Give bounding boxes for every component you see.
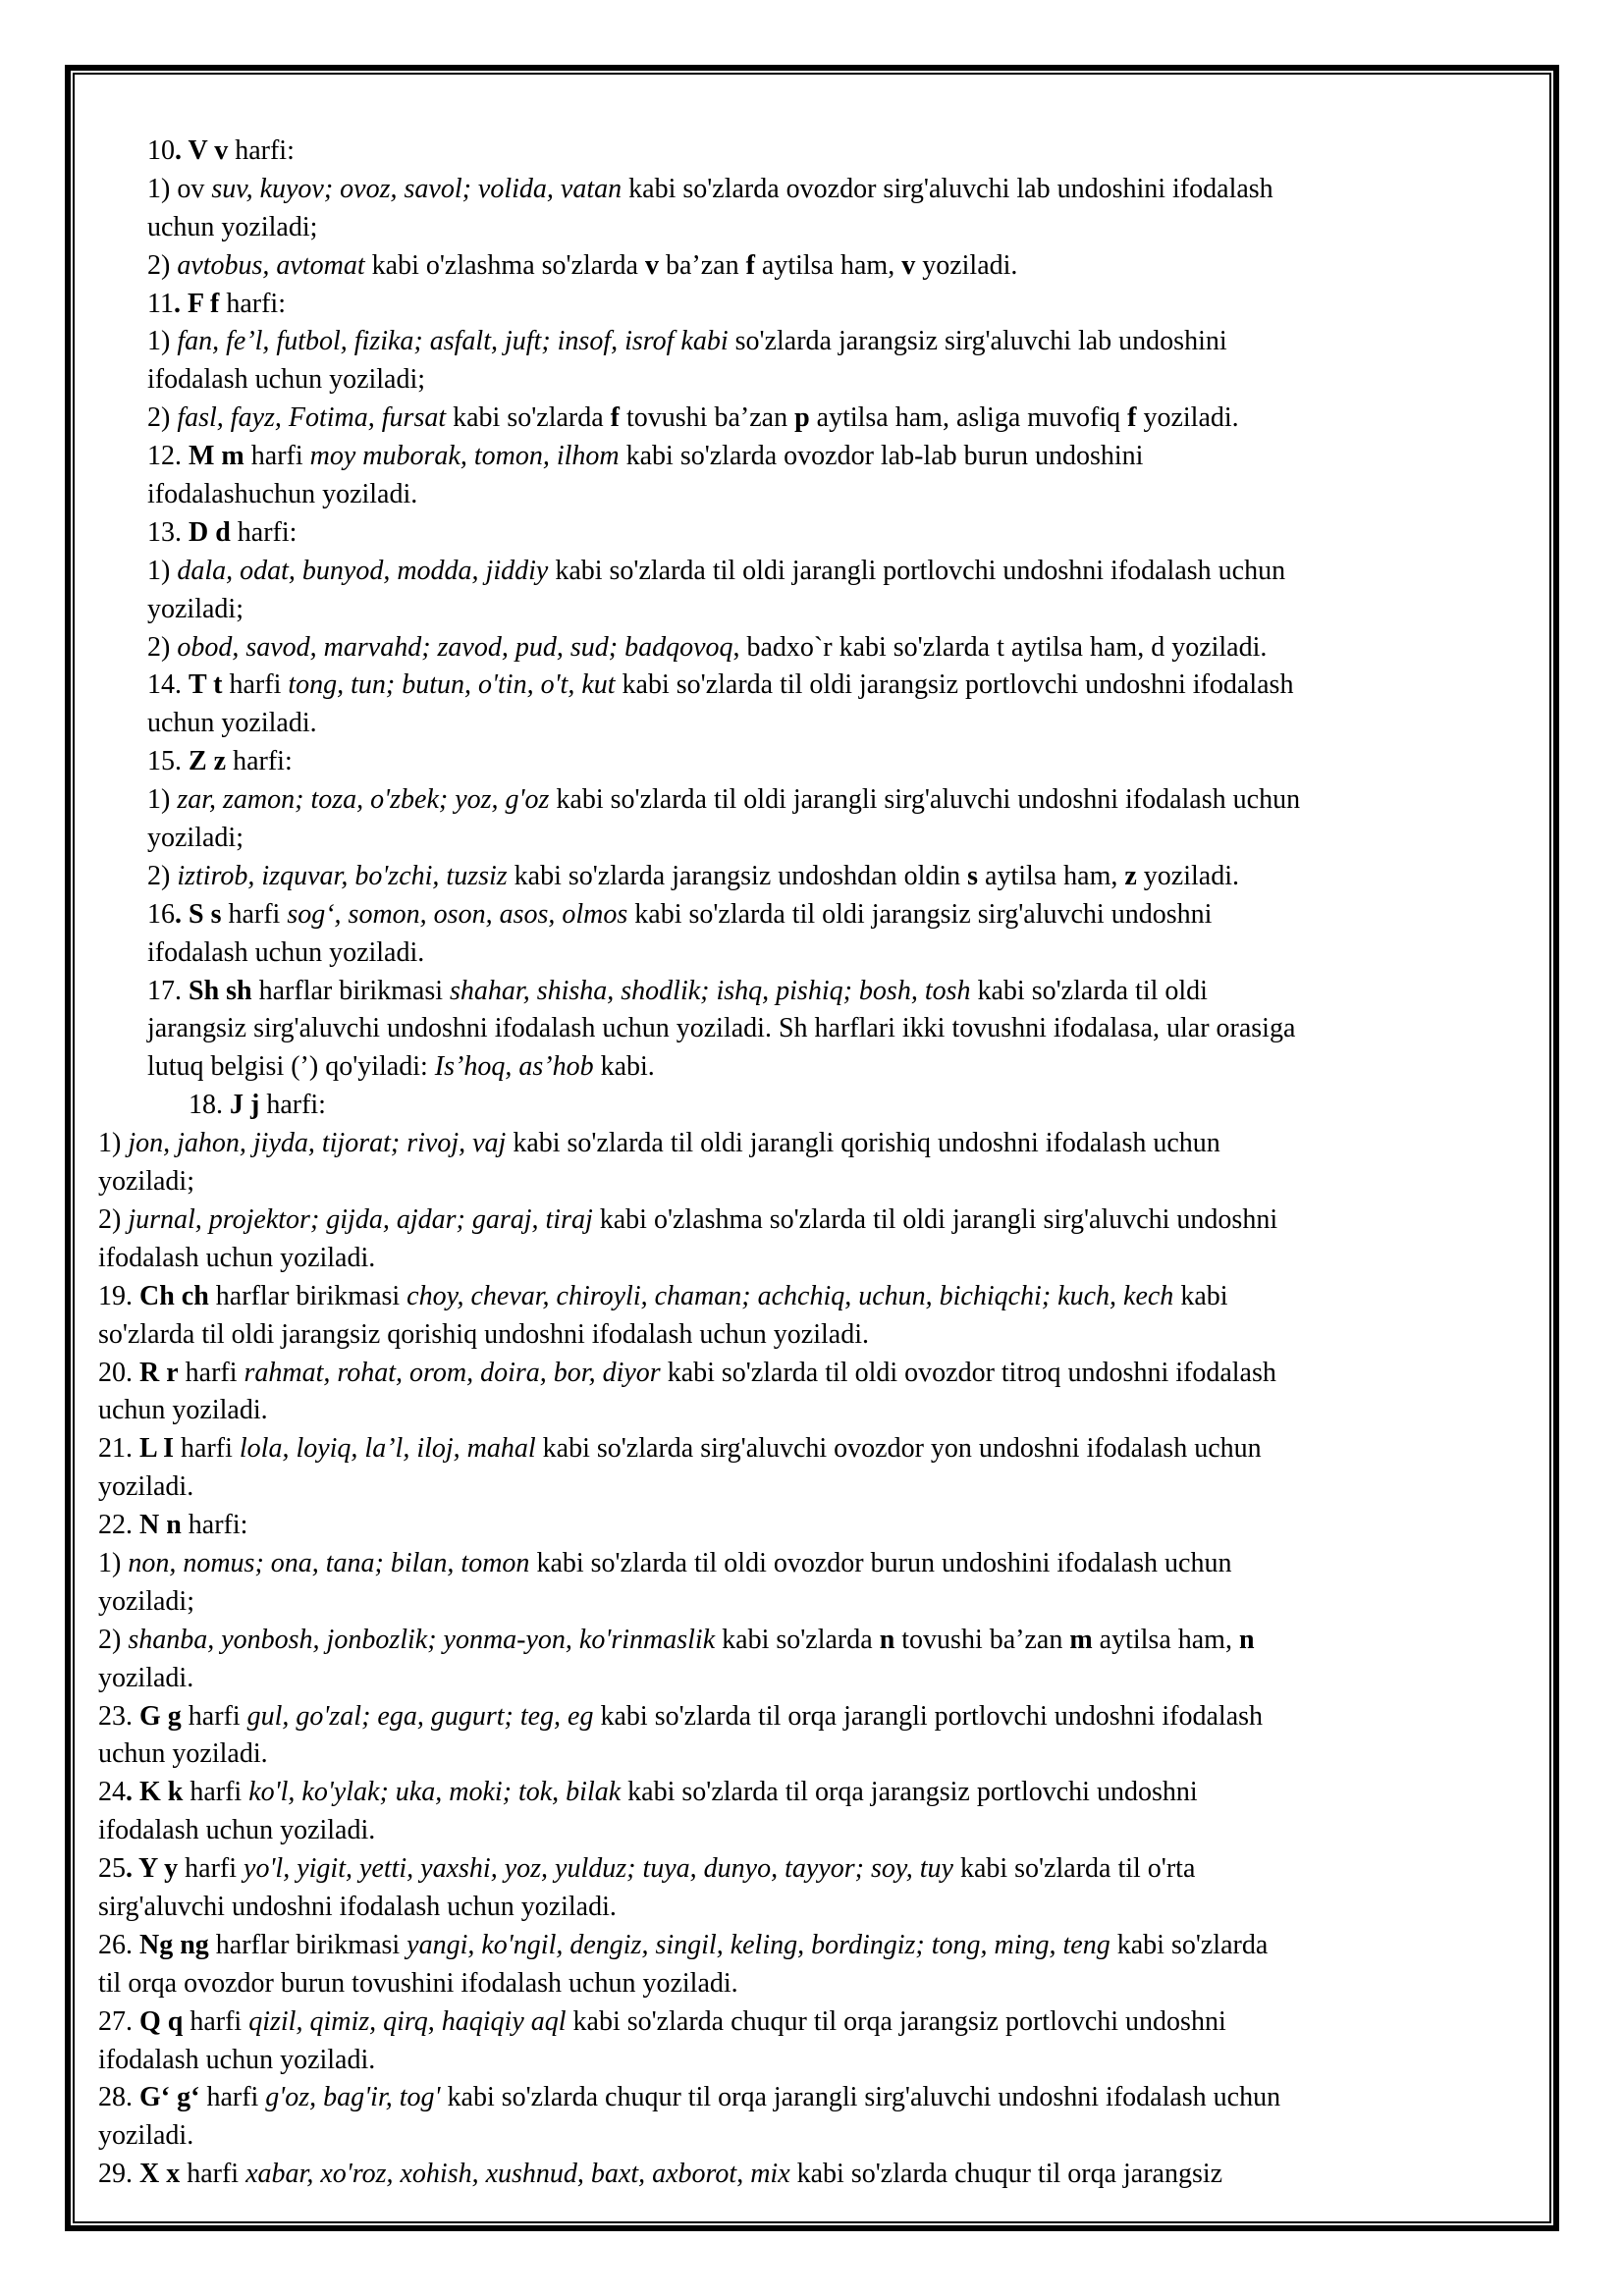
bold-letter: f xyxy=(610,402,620,434)
text-line xyxy=(98,1698,1532,1736)
text-line xyxy=(98,896,1532,934)
text-segment: harfi: xyxy=(219,288,286,319)
bold-letter: G g xyxy=(139,1700,182,1732)
text-line xyxy=(98,1125,1532,1163)
text-line xyxy=(98,2003,1532,2042)
text-line xyxy=(98,171,1532,209)
example-words: ko'l, ko'ylak; uka, moki; tok, bilak xyxy=(248,1777,622,1808)
bold-letter: m xyxy=(1069,1624,1093,1655)
bold-letter: R r xyxy=(139,1357,179,1388)
text-segment: kabi so'zlarda til o'rta xyxy=(952,1853,1196,1885)
text-line xyxy=(98,400,1532,438)
example-words: non, nomus; ona, tana; bilan, tomon xyxy=(128,1547,530,1578)
example-words: iztirob, izquvar, bo'zchi, tuzsiz xyxy=(177,860,508,891)
bold-letter: N n xyxy=(139,1510,182,1541)
text-segment: 15. xyxy=(147,746,189,777)
text-line xyxy=(98,781,1532,820)
bold-letter: X x xyxy=(139,2159,181,2190)
text-segment: 2) xyxy=(147,860,178,891)
text-segment: harfi xyxy=(244,441,310,472)
text-segment: uchun yoziladi. xyxy=(98,1395,268,1426)
text-segment: jarangsiz sirg'aluvchi undoshni ifodalash uchun yoziladi. Sh harflari ikki tovushni ifodalasa, ular orasiga xyxy=(147,1013,1296,1044)
text-segment: 29. xyxy=(98,2159,139,2190)
text-segment: yoziladi. xyxy=(98,1662,194,1693)
text-line xyxy=(98,820,1532,858)
text-segment: ifodalash uchun yoziladi. xyxy=(98,1242,376,1273)
bold-letter: G‘ g‘ xyxy=(139,2082,200,2113)
text-segment: yoziladi; xyxy=(98,1585,194,1617)
example-words: moy muborak, tomon, ilhom xyxy=(309,441,620,472)
example-words: g'oz, bag'ir, tog' xyxy=(265,2082,441,2113)
bold-letter: f xyxy=(745,249,755,281)
text-segment: ifodalash uchun yoziladi; xyxy=(147,364,426,396)
text-line xyxy=(98,1507,1532,1545)
text-segment: 25 xyxy=(98,1853,126,1885)
text-segment: harfi xyxy=(178,1357,244,1388)
text-segment: kabi so'zlarda chuqur til orqa jarangsiz portlovchi undoshni xyxy=(566,2005,1226,2037)
text-line xyxy=(98,934,1532,973)
text-segment: so'zlarda til oldi jarangsiz qorishiq undoshni ifodalash uchun yoziladi. xyxy=(98,1318,869,1350)
text-segment: kabi so'zlarda til oldi jarangli sirg'aluvchi undoshni ifodalash uchun xyxy=(549,784,1301,816)
text-segment: aytilsa ham, asliga muvofiq xyxy=(809,402,1128,434)
bold-letter: L I xyxy=(139,1433,175,1465)
text-line xyxy=(98,553,1532,591)
bold-letter: . K k xyxy=(126,1777,184,1808)
text-line xyxy=(98,1355,1532,1393)
text-segment: kabi so'zlarda til orqa jarangsiz portlovchi undoshni xyxy=(621,1777,1198,1808)
text-segment: yoziladi. xyxy=(98,2120,194,2152)
text-line xyxy=(98,2117,1532,2156)
text-line xyxy=(98,1622,1532,1660)
text-line xyxy=(98,514,1532,553)
example-words: choy, chevar, chiroyli, chaman; achchiq, uchun, bichiqchi; kuch, kech xyxy=(406,1280,1174,1311)
text-line xyxy=(98,438,1532,476)
text-segment: til orqa ovozdor burun tovushini ifodalash uchun yoziladi. xyxy=(98,1967,738,1999)
text-segment: harfi xyxy=(180,2159,246,2190)
bold-letter: s xyxy=(967,860,979,891)
text-segment: harfi xyxy=(221,898,288,930)
example-words: tong, tun; butun, o'tin, o't, kut xyxy=(288,669,616,701)
text-segment: harflar birikmasi xyxy=(251,975,450,1006)
example-words: qizil, qimiz, qirq, haqiqiy aql xyxy=(248,2005,567,2037)
text-segment: ba’zan xyxy=(658,249,746,281)
text-segment: 14. xyxy=(147,669,189,701)
example-words: lola, loyiq, la’l, iloj, mahal xyxy=(239,1433,536,1465)
bold-letter: Ng ng xyxy=(139,1929,209,1960)
text-segment: kabi so'zlarda til oldi jarangsiz sirg'aluvchi undoshni xyxy=(627,898,1213,930)
text-segment: yoziladi; xyxy=(147,823,244,854)
text-segment: kabi so'zlarda til oldi ovozdor titroq undoshni ifodalash xyxy=(660,1357,1276,1388)
text-line xyxy=(98,1735,1532,1774)
text-segment: kabi o'zlashma so'zlarda xyxy=(364,249,645,281)
text-segment: 2) xyxy=(147,402,178,434)
text-segment: aytilsa ham, xyxy=(754,249,902,281)
example-words: avtobus, avtomat xyxy=(177,249,365,281)
text-segment: 1) xyxy=(98,1547,129,1578)
text-segment: lutuq belgisi (’) qo'yiladi: xyxy=(147,1051,435,1083)
text-line xyxy=(98,1468,1532,1507)
example-words: yangi, ko'ngil, dengiz, singil, keling, bordingiz; tong, ming, teng xyxy=(406,1929,1110,1960)
text-line xyxy=(98,629,1532,667)
example-words: sog‘, somon, oson, asos, olmos xyxy=(287,898,628,930)
text-segment: yoziladi. xyxy=(1136,860,1239,891)
text-segment: harfi xyxy=(199,2082,266,2113)
text-segment: kabi so'zlarda xyxy=(446,402,611,434)
text-line xyxy=(98,667,1532,705)
example-words: shahar, shisha, shodlik; ishq, pishiq; bosh, tosh xyxy=(450,975,971,1006)
text-segment: yoziladi. xyxy=(98,1471,194,1503)
text-segment: 2) xyxy=(147,631,178,663)
text-line xyxy=(98,1392,1532,1430)
bold-letter: T t xyxy=(189,669,223,701)
text-segment: 27. xyxy=(98,2005,139,2037)
text-segment: tovushi ba’zan xyxy=(620,402,795,434)
text-line xyxy=(98,1316,1532,1355)
text-segment: 16 xyxy=(147,898,175,930)
text-segment: 1) xyxy=(147,326,178,357)
text-segment: kabi so'zlarda til oldi ovozdor burun undoshini ifodalash uchun xyxy=(529,1547,1232,1578)
text-segment: kabi so'zlarda til oldi jarangsiz portlovchi undoshni ifodalash xyxy=(615,669,1294,701)
text-segment: harflar birikmasi xyxy=(208,1280,407,1311)
text-segment: harfi xyxy=(222,669,289,701)
bold-letter: n xyxy=(879,1624,895,1655)
text-segment: uchun yoziladi. xyxy=(98,1738,268,1770)
text-segment: kabi so'zlarda chuqur til orqa jarangsiz xyxy=(789,2159,1223,2190)
text-line xyxy=(98,2042,1532,2080)
text-segment: , xyxy=(736,2159,751,2190)
bold-letter: . S s xyxy=(175,898,222,930)
bold-letter: Q q xyxy=(139,2005,184,2037)
text-line xyxy=(98,209,1532,247)
text-segment: harfi: xyxy=(226,746,293,777)
example-words: yo'l, yigit, yetti, yaxshi, yoz, yulduz; tuya, dunyo, tayyor; soy, tuy xyxy=(244,1853,953,1885)
example-words: zar, zamon; toza, o'zbek; yoz, g'oz xyxy=(177,784,550,816)
text-line xyxy=(98,1965,1532,2003)
text-segment: , badxo`r kabi so'zlarda t aytilsa ham, d yoziladi. xyxy=(732,631,1268,663)
text-segment: yoziladi. xyxy=(915,249,1018,281)
text-line xyxy=(98,1889,1532,1927)
text-segment: ifodalash uchun yoziladi. xyxy=(98,2044,376,2075)
text-line xyxy=(98,1010,1532,1048)
text-segment: 26. xyxy=(98,1929,139,1960)
text-line xyxy=(98,247,1532,286)
bold-letter: D d xyxy=(189,516,231,548)
example-words: mix xyxy=(750,2159,790,2190)
bold-letter: n xyxy=(1238,1624,1255,1655)
bold-letter: f xyxy=(1127,402,1137,434)
text-line xyxy=(98,1278,1532,1316)
text-segment: 17. xyxy=(147,975,189,1006)
text-segment: kabi so'zlarda xyxy=(715,1624,880,1655)
text-line xyxy=(98,705,1532,743)
bold-letter: v xyxy=(901,249,916,281)
text-segment: kabi o'zlashma so'zlarda til oldi jarangli sirg'aluvchi undoshni xyxy=(592,1203,1278,1235)
example-words: Is’hoq, as’hob xyxy=(434,1051,594,1083)
text-segment: 20. xyxy=(98,1357,139,1388)
text-segment: 12. xyxy=(147,441,189,472)
example-words: rahmat, rohat, orom, doira, bor, diyor xyxy=(244,1357,661,1388)
text-segment: ifodalashuchun yoziladi. xyxy=(147,479,418,510)
text-segment: uchun yoziladi; xyxy=(147,211,318,242)
text-segment: kabi so'zlarda ovozdor sirg'aluvchi lab undoshini ifodalash xyxy=(622,173,1273,204)
text-line xyxy=(98,1087,1532,1125)
text-segment: 21. xyxy=(98,1433,139,1465)
bold-letter: z xyxy=(1124,860,1137,891)
text-segment: yoziladi; xyxy=(147,593,244,624)
text-line xyxy=(98,973,1532,1011)
text-segment: kabi so'zlarda til oldi jarangli qorishiq undoshni ifodalash uchun xyxy=(506,1128,1220,1159)
example-words: jurnal, projektor; gijda, ajdar; garaj, tiraj xyxy=(128,1203,593,1235)
text-line xyxy=(98,323,1532,361)
text-segment: kabi so'zlarda sirg'aluvchi ovozdor yon undoshni ifodalash uchun xyxy=(535,1433,1262,1465)
text-line xyxy=(98,1774,1532,1812)
text-line xyxy=(98,286,1532,324)
bold-letter: Ch ch xyxy=(139,1280,209,1311)
text-line xyxy=(98,476,1532,514)
text-segment: harfi xyxy=(178,1853,244,1885)
text-segment: harfi: xyxy=(259,1090,326,1121)
text-line xyxy=(98,133,1532,171)
text-line xyxy=(98,1850,1532,1889)
text-segment: harfi: xyxy=(230,516,298,548)
text-line xyxy=(98,2079,1532,2117)
text-segment: 11 xyxy=(147,288,174,319)
text-segment: kabi so'zlarda ovozdor lab-lab burun undoshini xyxy=(619,441,1144,472)
text-line xyxy=(98,1545,1532,1583)
text-segment: kabi so'zlarda til orqa jarangli portlovchi undoshni ifodalash xyxy=(593,1700,1264,1732)
text-segment: kabi so'zlarda til oldi xyxy=(970,975,1208,1006)
example-words: jon, jahon, jiyda, tijorat; rivoj, vaj xyxy=(128,1128,507,1159)
text-segment: 1) xyxy=(98,1128,129,1159)
text-segment: aytilsa ham, xyxy=(978,860,1125,891)
example-words: shanba, yonbosh, jonbozlik; yonma-yon, ko'rinmaslik xyxy=(128,1624,716,1655)
text-segment: kabi. xyxy=(593,1051,655,1083)
bold-letter: J j xyxy=(230,1090,260,1121)
text-line xyxy=(98,1163,1532,1201)
text-line xyxy=(98,1048,1532,1087)
text-segment: kabi so'zlarda chuqur til orqa jarangli sirg'aluvchi undoshni ifodalash uchun xyxy=(440,2082,1281,2113)
text-line xyxy=(98,1812,1532,1850)
text-segment: sirg'aluvchi undoshni ifodalash uchun yoziladi. xyxy=(98,1891,617,1922)
bold-letter: p xyxy=(794,402,810,434)
text-line xyxy=(98,2156,1532,2194)
text-segment: yoziladi; xyxy=(98,1166,194,1198)
text-segment: 13. xyxy=(147,516,189,548)
text-segment: yoziladi. xyxy=(1136,402,1239,434)
text-segment: 19. xyxy=(98,1280,139,1311)
text-segment: ifodalash uchun yoziladi. xyxy=(98,1815,376,1846)
text-segment: ifodalash uchun yoziladi. xyxy=(147,936,425,968)
text-segment: harflar birikmasi xyxy=(208,1929,407,1960)
text-segment: harfi: xyxy=(228,135,295,166)
bold-letter: Sh sh xyxy=(189,975,252,1006)
text-line xyxy=(98,1583,1532,1622)
text-segment: harfi xyxy=(183,2005,249,2037)
text-line xyxy=(98,361,1532,400)
text-segment: 23. xyxy=(98,1700,139,1732)
example-words: suv, kuyov; ovoz, savol; volida, vatan xyxy=(211,173,623,204)
text-line xyxy=(98,743,1532,781)
text-segment: kabi so'zlarda xyxy=(1110,1929,1269,1960)
document-body xyxy=(98,133,1532,2194)
text-line xyxy=(98,1660,1532,1698)
text-segment: 18. xyxy=(147,1090,230,1121)
text-line xyxy=(98,1201,1532,1240)
text-line xyxy=(98,591,1532,629)
text-segment: 28. xyxy=(98,2082,139,2113)
text-segment: kabi so'zlarda jarangsiz undoshdan oldin xyxy=(507,860,968,891)
text-segment: tovushi ba’zan xyxy=(894,1624,1070,1655)
example-words: dala, odat, bunyod, modda, jiddiy xyxy=(177,555,549,586)
text-line xyxy=(98,1430,1532,1468)
example-words: gul, go'zal; ega, gugurt; teg, eg xyxy=(246,1700,594,1732)
text-segment: kabi so'zlarda til oldi jarangli portlovchi undoshni ifodalash uchun xyxy=(548,555,1286,586)
example-words: fasl, fayz, Fotima, fursat xyxy=(177,402,447,434)
text-segment: 10 xyxy=(147,135,175,166)
text-segment: harfi: xyxy=(181,1510,248,1541)
bold-letter: M m xyxy=(189,441,244,472)
text-segment: 2) xyxy=(98,1203,129,1235)
bold-letter: . F f xyxy=(173,288,220,319)
text-line xyxy=(98,858,1532,896)
text-segment: 24 xyxy=(98,1777,126,1808)
example-words: xabar, xo'roz, xohish, xushnud, baxt, axborot xyxy=(245,2159,737,2190)
example-words: fan, fe’l, futbol, fizika; asfalt, juft; insof, isrof kabi xyxy=(177,326,729,357)
example-words: obod, savod, marvahd; zavod, pud, sud; badqovoq xyxy=(177,631,733,663)
bold-letter: v xyxy=(644,249,659,281)
text-segment: 2) xyxy=(98,1624,129,1655)
text-segment: harfi xyxy=(181,1700,247,1732)
text-segment: uchun yoziladi. xyxy=(147,708,317,739)
bold-letter: Z z xyxy=(189,746,227,777)
text-segment: 2) xyxy=(147,249,178,281)
text-segment: harfi xyxy=(174,1433,240,1465)
bold-letter: . Y y xyxy=(126,1853,179,1885)
text-line xyxy=(98,1240,1532,1278)
text-segment: 22. xyxy=(98,1510,139,1541)
text-segment: 1) xyxy=(147,555,178,586)
bold-letter: . V v xyxy=(175,135,229,166)
text-segment: 1) ov xyxy=(147,173,212,204)
text-segment: so'zlarda jarangsiz sirg'aluvchi lab undoshini xyxy=(728,326,1227,357)
text-segment: kabi xyxy=(1173,1280,1228,1311)
text-segment: harfi xyxy=(183,1777,249,1808)
text-line xyxy=(98,1927,1532,1965)
text-segment: 1) xyxy=(147,784,178,816)
text-segment: aytilsa ham, xyxy=(1092,1624,1239,1655)
